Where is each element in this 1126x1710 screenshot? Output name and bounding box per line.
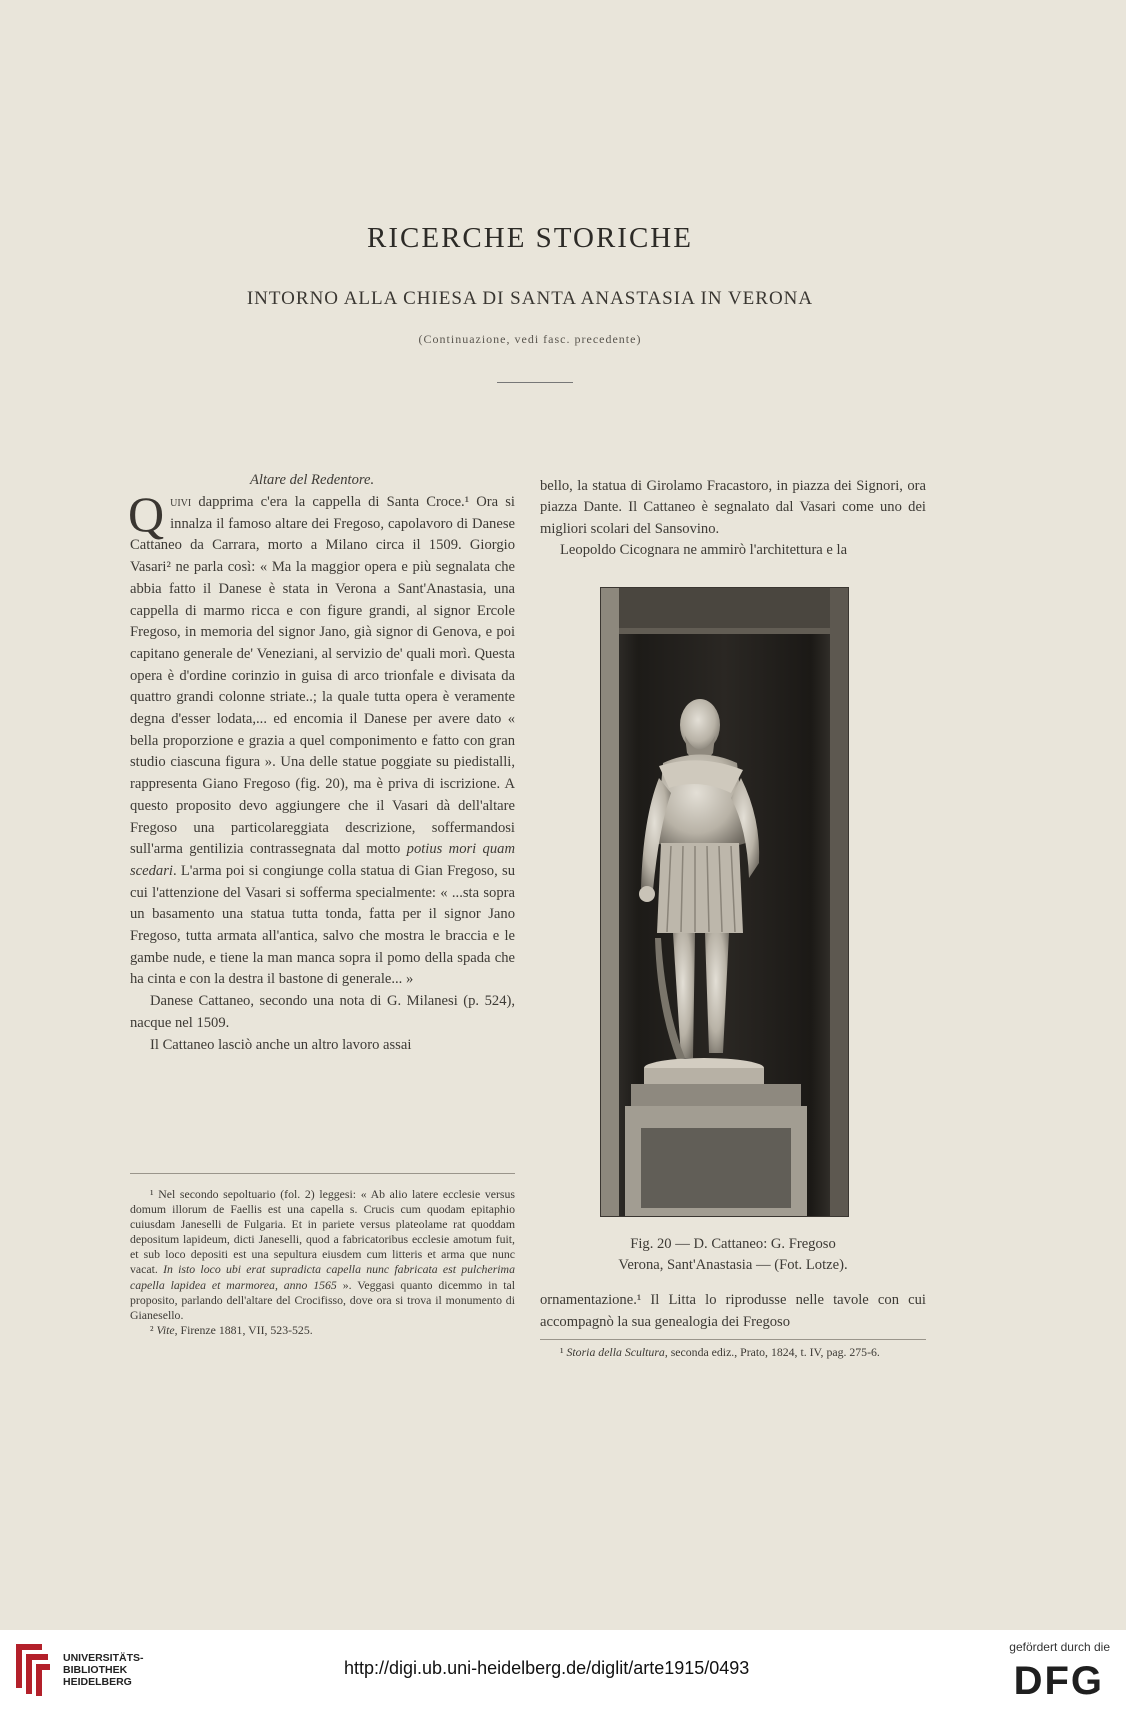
statue-photograph (600, 587, 849, 1217)
footnote-1 (130, 1187, 515, 1323)
dfg-logo[interactable]: DFG (1013, 1659, 1104, 1703)
footnote-2-text: , Firenze 1881, VII, 523-525. (174, 1322, 313, 1337)
funding-note: gefördert durch die (1009, 1640, 1110, 1654)
right-paragraph-2: Leopoldo Cicognara ne ammirò l'architettura e la (560, 541, 848, 558)
right-paragraph-1: bello, la statua di Girolamo Fracastoro, in piazza dei Signori, ora piazza Dante. Il Cattaneo è segnalato dal Vasari come uno dei migliori scolari del Sansovino. (540, 478, 926, 537)
right-footnote-mark: ¹ (560, 1345, 567, 1359)
footnote-1-italic: In isto loco ubi erat supradicta capella nunc fabricata est pulcherima capella lapidea et marmorea, anno 1565 (130, 1262, 515, 1292)
paragraph-1-end: . L'arma poi si congiunge colla statua di Gian Fregoso, su cui l'attenzione del Vasari si sofferma specialmente: « ...sta sopra un basamento una statua tutta tonda, fatta per il signor Jano Fregoso, tutta armata all'antica, salvo che mostra le braccia e le gambe nude, e tiene la man manca sopra il pomo della spada che ha cinta e con la destra il bastone di generale... » (130, 862, 515, 988)
library-name-line-1: UNIVERSITÄTS- (63, 1652, 144, 1664)
footnote-2 (130, 1323, 515, 1338)
footnote-divider-left (130, 1173, 515, 1174)
right-footnote-text: , seconda ediz., Prato, 1824, t. IV, pag. 275-6. (664, 1345, 880, 1359)
viewer-footer (0, 1630, 1126, 1710)
section-heading: Altare del Redentore. (250, 472, 375, 488)
caption-line-1: Fig. 20 — D. Cattaneo: G. Fregoso (630, 1236, 836, 1252)
statue-illustration (601, 588, 848, 1216)
library-name[interactable] (63, 1652, 144, 1688)
title-divider (497, 382, 573, 383)
right-footnote-italic: Storia della Scultura (566, 1345, 665, 1359)
paragraph-2: Danese Cattaneo, secondo una nota di G. Milanesi (p. 524), nacque nel 1509. (130, 993, 515, 1031)
caption-line-2: Verona, Sant'Anastasia — (Fot. Lotze). (618, 1257, 848, 1273)
right-footnote-1 (540, 1345, 926, 1360)
paragraph-1-body: dapprima c'era la cappella di Santa Croce.¹ Ora si innalza il famoso altare dei Fregoso, capolavoro di Danese Cattaneo da Carrara, morto a Milano circa il 1509. Giorgio Vasari² ne parla così: « Ma la maggior opera e più segnalata che abbia fatto il Danese è stata in Verona a Sant'Anastasia, una cappella di marmo ricca e con figure grandi, al signor Ercole Fregoso, in memoria del signor Jano, già signor di Genova, e poi capitano generale de' Veneziani, al servizio de' quali morì. Questa opera è d'ordine corinzio in guisa di arco trionfale e divisata da quattro grandi colonne striate..; la quale tutta opera è veramente degna d'esser lodata,... ed encomia il Danese per avere dato « bella proporzione e grazia a quel componimento e fatto con gran studio ciascuna figura ». Una delle statue poggiate su piedistalli, rappresenta Giano Fregoso (fig. 20), ma è priva di iscrizione. A questo proposito devo aggiungere che il Vasari dà dell'altare Fregoso una particolareggiata descrizione, soffermandosi sull'arma gentilizia contrassegnata dal motto (130, 494, 515, 858)
footnotes-left (130, 1187, 515, 1338)
permalink-url[interactable]: http://digi.ub.uni-heidelberg.de/diglit/arte1915/0493 (344, 1658, 750, 1678)
library-name-line-3: HEIDELBERG (63, 1676, 132, 1688)
right-paragraph-3: ornamentazione.¹ Il Litta lo riprodusse nelle tavole con cui accompagnò la sua genealogia dei Fregoso (540, 1292, 926, 1330)
drop-cap: Q (128, 486, 165, 542)
university-library-logo-icon[interactable] (12, 1638, 52, 1698)
library-name-line-2: BIBLIOTHEK (63, 1664, 128, 1676)
page-title: RICERCHE STORICHE (367, 222, 693, 254)
left-column-text (128, 486, 515, 1056)
continuation-note: (Continuazione, vedi fasc. precedente) (418, 332, 642, 346)
footnote-1-end: ». Veggasi quanto dicemmo in tal proposito, parlando dell'altare del Crocifisso, dove ora si trova il monumento di Gianesello. (130, 1277, 516, 1322)
footnote-1-text: ¹ Nel secondo sepoltuario (fol. 2) leggesi: « Ab alio latere ecclesie versus domum illorum de Faellis est una capella s. Crucis cum quodam epitaphio cuiusdam Janeselli de Fulgaria. Et in pariete versus plateolame rat quoddam depositum lapideum, dicti Janeselli, quod a fabricatoribus ecclesie amotum fuit, et sub loco depositi est una sepultura eiusdem cum litteris et arma que nunc vacat. (130, 1187, 515, 1277)
paragraph-1 (128, 486, 515, 991)
paragraph-3: Il Cattaneo lasciò anche un altro lavoro assai (150, 1036, 412, 1053)
footnote-2-mark: ² (150, 1322, 157, 1337)
motto: potius mori quam scedari (130, 841, 515, 879)
figure-caption (540, 1234, 926, 1276)
footnotes-right (540, 1345, 926, 1360)
page-subtitle: INTORNO ALLA CHIESA DI SANTA ANASTASIA IN VERONA (246, 288, 814, 309)
right-column-top-text (540, 476, 926, 561)
first-word: uivi (170, 494, 192, 510)
right-column-bottom-text (540, 1290, 926, 1334)
footnote-2-italic: Vite (156, 1322, 175, 1337)
footnote-divider-right (540, 1339, 926, 1340)
